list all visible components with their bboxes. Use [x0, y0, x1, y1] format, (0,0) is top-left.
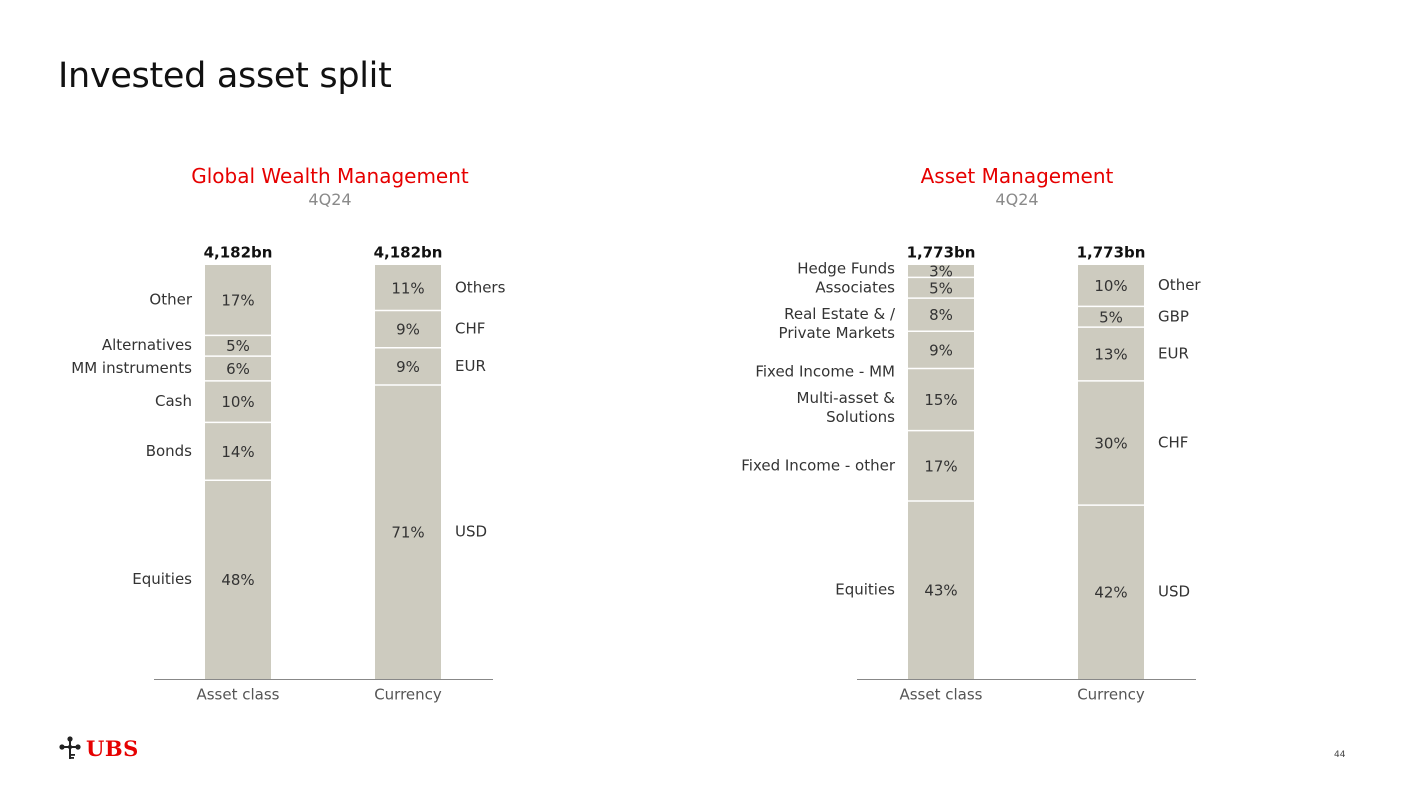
am-currency-other-value-label: 10%	[1094, 277, 1128, 296]
page-title: Invested asset split	[58, 56, 392, 96]
am-currency-eur-category-label: EUR	[1158, 344, 1189, 363]
am-currency-gbp-category-label: GBP	[1158, 307, 1189, 326]
gwm-asset-class-bonds-category-label: Bonds	[145, 441, 192, 460]
am-currency-other-category-label: Other	[1158, 276, 1201, 295]
gwm-currency-axis-label: Currency	[374, 685, 442, 704]
am-asset-class-hedge-funds-value-label: 3%	[929, 262, 953, 281]
am-currency-usd-category-label: USD	[1158, 582, 1191, 601]
gwm-currency-eur-category-label: EUR	[455, 356, 486, 375]
gwm-currency-others-category-label: Others	[455, 278, 506, 297]
gwm-asset-class-cash-category-label: Cash	[155, 392, 192, 411]
am-asset-class-associates-category-label: Associates	[815, 278, 895, 297]
gwm-currency-usd-value-label: 71%	[391, 523, 425, 542]
am-currency-total-label: 1,773bn	[1076, 243, 1146, 262]
gwm-asset-class-bonds-value-label: 14%	[221, 442, 255, 461]
am-asset-class-fixed-income-mm-category-label: Fixed Income - MM	[755, 362, 895, 381]
gwm-asset-class-cash-value-label: 10%	[221, 393, 255, 412]
gwm-asset-class-alternatives-category-label: Alternatives	[101, 336, 192, 355]
gwm-panel-title: Global Wealth Management	[191, 164, 469, 188]
gwm-currency-chf-category-label: CHF	[455, 319, 486, 338]
am-panel-subtitle: 4Q24	[995, 190, 1039, 209]
gwm-asset-class-equities-value-label: 48%	[221, 571, 255, 590]
am-asset-class-equities-value-label: 43%	[924, 581, 958, 600]
am-asset-class-multi-asset-solutions-value-label: 15%	[924, 391, 958, 410]
gwm-asset-class-mm-instruments-category-label: MM instruments	[71, 359, 192, 377]
gwm-currency-chf-value-label: 9%	[396, 320, 420, 339]
am-currency-chf-category-label: CHF	[1158, 433, 1189, 452]
gwm-asset-class-alternatives-value-label: 5%	[226, 337, 250, 356]
am-asset-class-multi-asset-solutions-category-label: Multi-asset &	[796, 389, 895, 408]
am-currency-eur-value-label: 13%	[1094, 345, 1128, 364]
am-asset-class-hedge-funds-category-label: Hedge Funds	[797, 259, 895, 278]
am-asset-class-real-estate-private-markets-category-label: Private Markets	[778, 324, 895, 343]
am-asset-class-real-estate-private-markets-value-label: 8%	[929, 306, 953, 325]
am-asset-class-equities-category-label: Equities	[835, 580, 895, 599]
gwm-asset-class-axis-label: Asset class	[196, 685, 280, 704]
am-currency-axis-label: Currency	[1077, 685, 1145, 704]
am-asset-class-fixed-income-other-category-label: Fixed Income - other	[741, 456, 895, 475]
gwm-asset-class-other-value-label: 17%	[221, 291, 255, 310]
am-asset-class-fixed-income-mm-value-label: 9%	[929, 341, 953, 360]
ubs-logo	[58, 735, 139, 761]
gwm-asset-class-mm-instruments-value-label: 6%	[226, 360, 250, 378]
gwm-currency-usd-category-label: USD	[455, 522, 488, 541]
gwm-asset-class-total-label: 4,182bn	[203, 243, 273, 262]
gwm-asset-class-other-category-label: Other	[149, 290, 192, 309]
am-currency-chf-value-label: 30%	[1094, 434, 1128, 453]
keys-icon	[58, 735, 82, 761]
am-panel-title: Asset Management	[920, 164, 1114, 188]
am-asset-class-multi-asset-solutions-category-label: Solutions	[826, 408, 895, 427]
am-asset-class-real-estate-private-markets-category-label: Real Estate & /	[784, 305, 895, 324]
am-asset-class-associates-value-label: 5%	[929, 279, 953, 298]
am-currency-gbp-value-label: 5%	[1099, 308, 1123, 327]
am-currency-usd-value-label: 42%	[1094, 583, 1128, 602]
am-asset-class-fixed-income-other-value-label: 17%	[924, 457, 958, 476]
gwm-currency-total-label: 4,182bn	[373, 243, 443, 262]
gwm-panel-subtitle: 4Q24	[308, 190, 352, 209]
gwm-asset-class-equities-category-label: Equities	[132, 570, 192, 589]
logo-text: UBS	[86, 735, 139, 761]
page-number: 44	[1334, 750, 1346, 760]
am-asset-class-total-label: 1,773bn	[906, 243, 976, 262]
am-asset-class-axis-label: Asset class	[899, 685, 983, 704]
gwm-currency-others-value-label: 11%	[391, 279, 425, 298]
gwm-currency-eur-value-label: 9%	[396, 357, 420, 376]
